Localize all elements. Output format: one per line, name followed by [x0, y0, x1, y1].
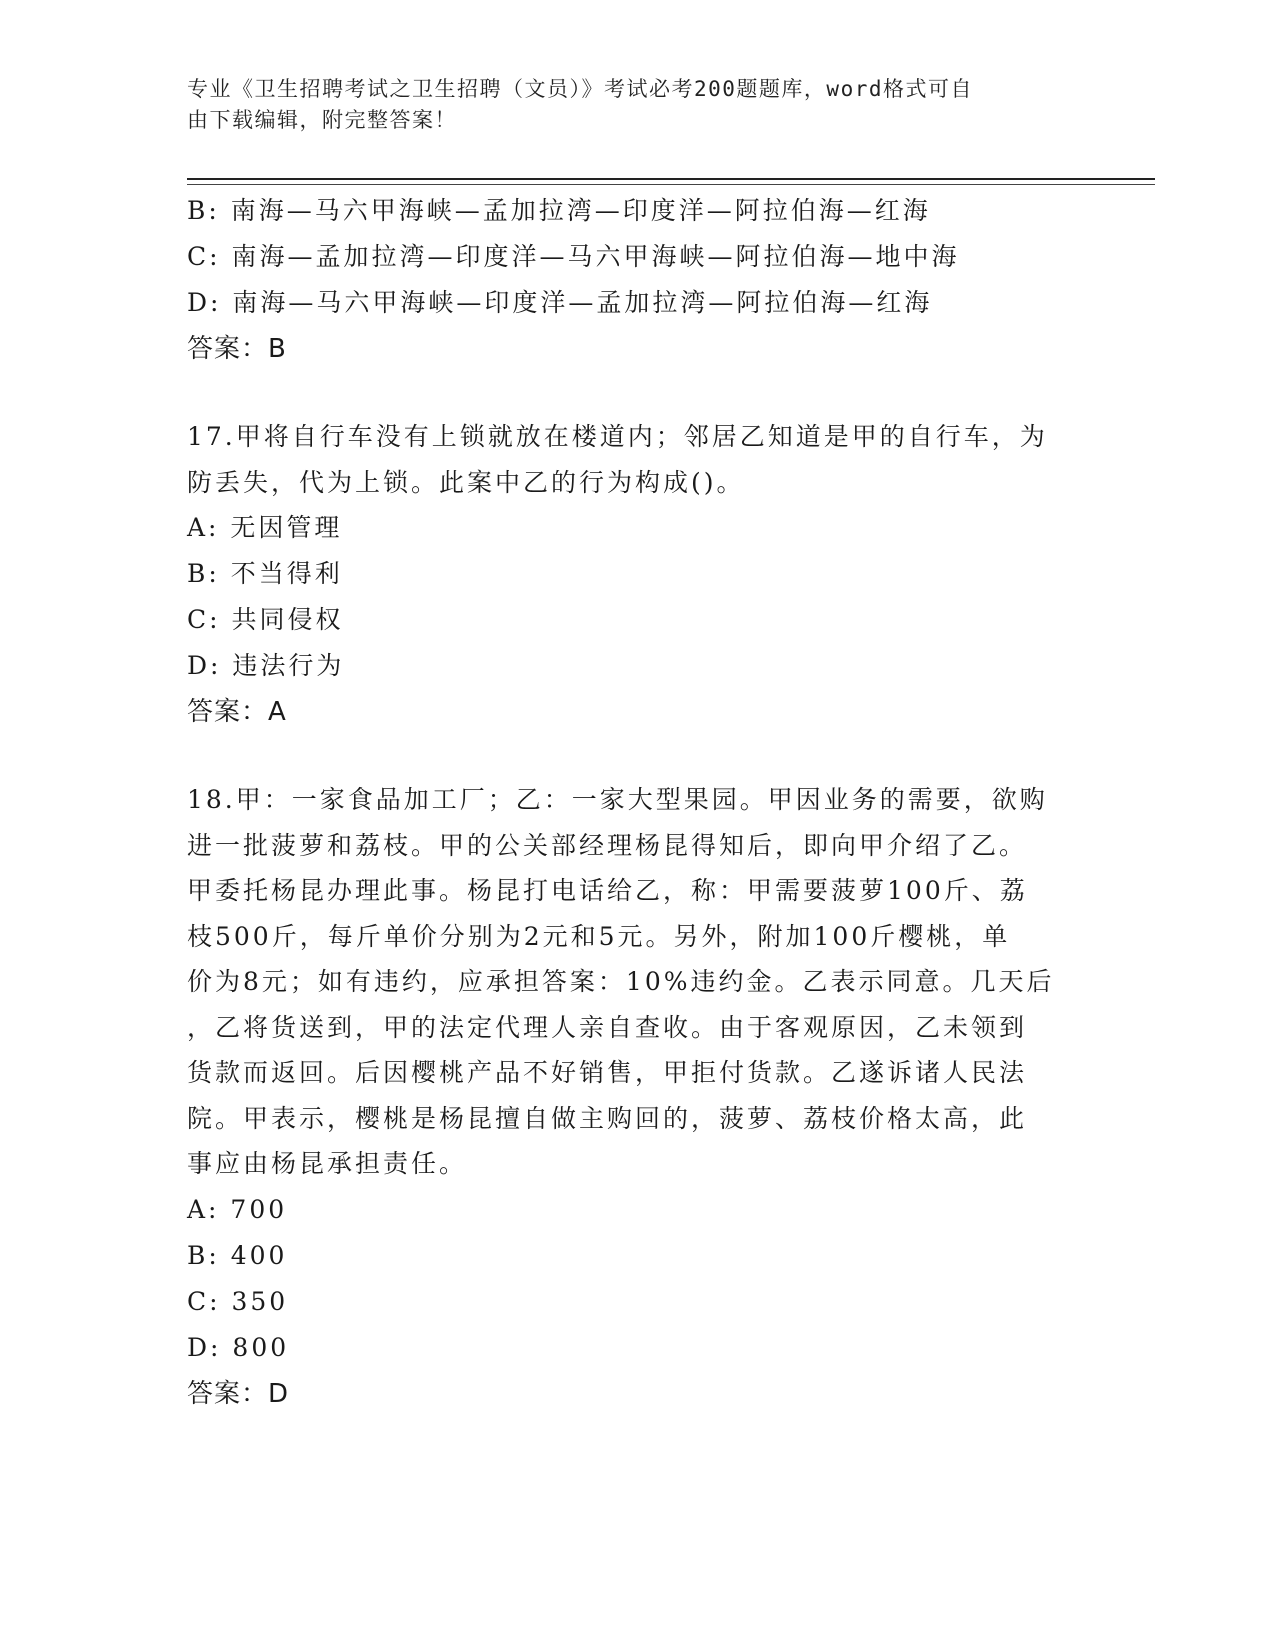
question-text-line: 甲委托杨昆办理此事。杨昆打电话给乙，称：甲需要菠萝100斤、荔 — [187, 876, 1028, 905]
question-text-line: 货款而返回。后因樱桃产品不好销售，甲拒付货款。乙遂诉诸人民法 — [187, 1058, 1028, 1087]
header-rule-thick — [187, 178, 1155, 180]
option-b: B: 南海—马六甲海峡—孟加拉湾—印度洋—阿拉伯海—红海 — [187, 196, 931, 225]
question-text-line: 防丢失，代为上锁。此案中乙的行为构成()。 — [187, 467, 745, 497]
option-a: A: 700 — [187, 1194, 288, 1224]
question-text-line: 院。甲表示，樱桃是杨昆擅自做主购回的，菠萝、荔枝价格太高，此 — [187, 1103, 1028, 1133]
option-b: B: 不当得利 — [187, 559, 343, 588]
option-d: D: 违法行为 — [187, 651, 345, 680]
question-text-line: 枝500斤，每斤单价分别为2元和5元。另外，附加100斤樱桃，单 — [187, 921, 1011, 951]
question-text-line: 18.甲：一家食品加工厂；乙：一家大型果园。甲因业务的需要，欲购 — [187, 785, 1048, 814]
header-line-2: 由下载编辑，附完整答案！ — [187, 108, 457, 132]
document-header — [187, 74, 1067, 136]
header-line-1: 专业《卫生招聘考试之卫生招聘（文员）》考试必考200题题库，word格式可自 — [187, 77, 973, 101]
option-d: D: 800 — [187, 1332, 290, 1362]
option-c: C: 350 — [187, 1286, 289, 1316]
option-a: A: 无因管理 — [187, 513, 343, 542]
answer-line: 答案：D — [187, 1378, 290, 1409]
option-b: B: 400 — [187, 1240, 288, 1270]
question-text-line: 事应由杨昆承担责任。 — [187, 1149, 468, 1178]
answer-line: 答案：B — [187, 334, 287, 364]
question-text-line: 价为8元；如有违约，应承担答案：10%违约金。乙表示同意。几天后 — [187, 967, 1055, 996]
option-c: C: 共同侵权 — [187, 605, 344, 634]
question-text — [187, 777, 1067, 1187]
question-spacer — [187, 372, 1087, 414]
option-d: D: 南海—马六甲海峡—印度洋—孟加拉湾—阿拉伯海—红海 — [187, 288, 933, 317]
question-18 — [187, 777, 1087, 1417]
question-spacer — [187, 735, 1087, 777]
header-rule-thin — [187, 184, 1155, 185]
question-text-line: 17.甲将自行车没有上锁就放在楼道内；邻居乙知道是甲的自行车，为 — [187, 422, 1048, 451]
option-c: C: 南海—孟加拉湾—印度洋—马六甲海峡—阿拉伯海—地中海 — [187, 242, 960, 271]
question-16-tail — [187, 188, 1087, 372]
question-text-line: 进一批菠萝和荔枝。甲的公关部经理杨昆得知后，即向甲介绍了乙。 — [187, 830, 1028, 860]
question-17 — [187, 414, 1087, 735]
question-text-line: ，乙将货送到，甲的法定代理人亲自查收。由于客观原因，乙未领到 — [187, 1012, 1028, 1042]
question-text — [187, 414, 1067, 505]
document-body — [187, 188, 1087, 1417]
answer-line: 答案：A — [187, 697, 287, 727]
